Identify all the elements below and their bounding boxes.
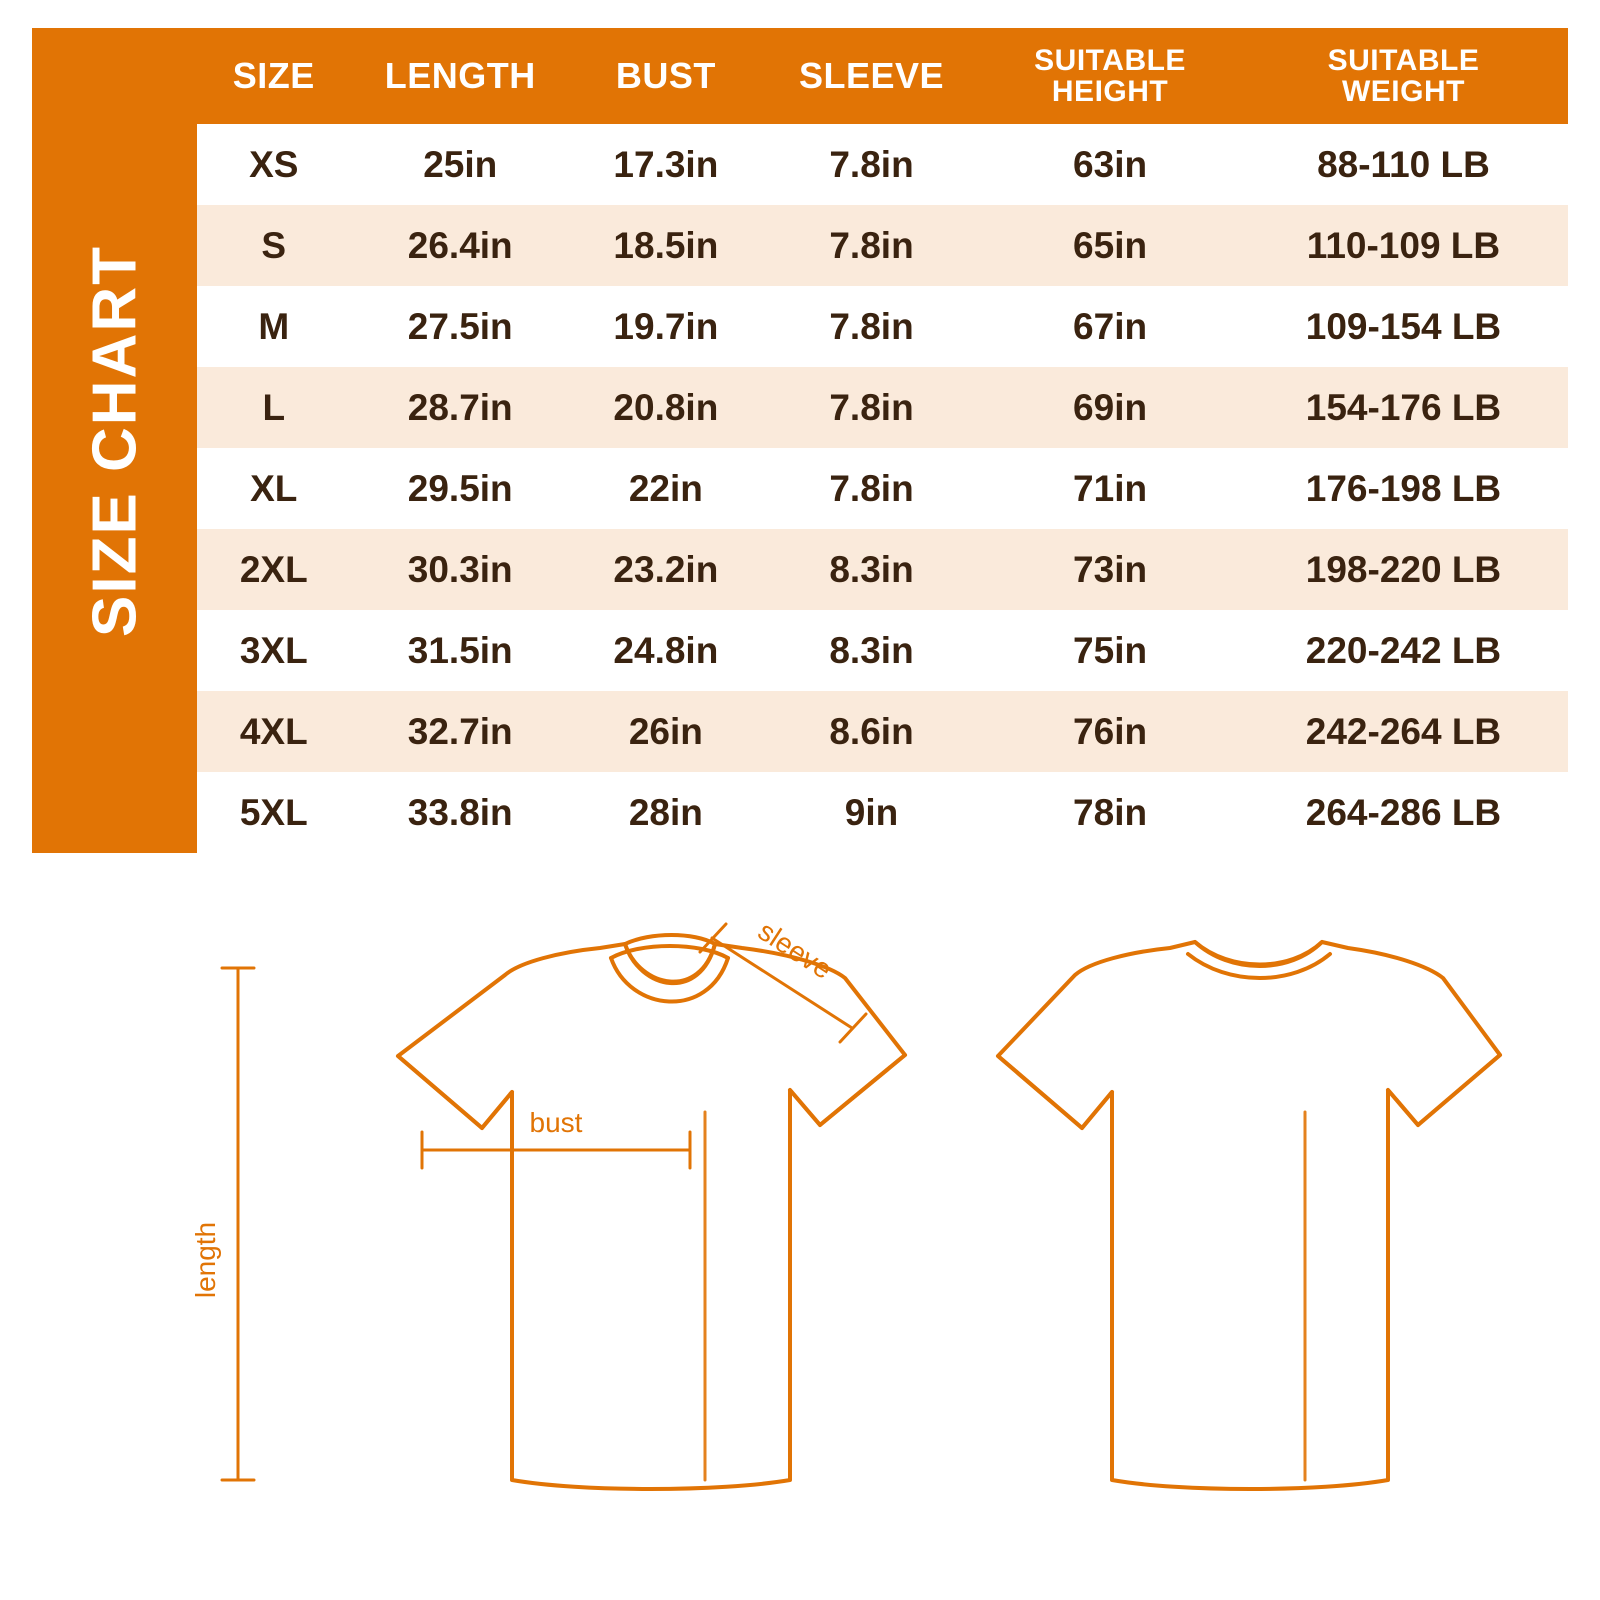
column-header-length-label: LENGTH [384,55,536,97]
cell-bust: 28in [570,772,762,853]
cell-bust: 17.3in [570,124,762,205]
cell-size: 5XL [197,772,351,853]
cell-suitable-height: 78in [981,772,1239,853]
cell-bust: 23.2in [570,529,762,610]
cell-suitable-weight: 88-110 LB [1239,124,1568,205]
table-row [197,610,1568,691]
cell-sleeve: 7.8in [762,286,981,367]
column-header-suitable-weight-line1: SUITABLE [1327,43,1480,77]
cell-bust: 19.7in [570,286,762,367]
page-title: SIZE CHART [80,244,149,637]
cell-suitable-weight: 110-109 LB [1239,205,1568,286]
column-header-bust [570,28,762,124]
column-header-suitable-height-line1: SUITABLE [1034,43,1186,77]
cell-suitable-height: 67in [981,286,1239,367]
table-row [197,448,1568,529]
tshirt-back-icon [998,942,1500,1489]
cell-sleeve: 7.8in [762,367,981,448]
size-chart-table [197,28,1568,853]
size-chart-block [32,28,1568,853]
column-header-suitable-height [981,28,1239,124]
length-dimension [222,968,254,1480]
cell-suitable-weight: 109-154 LB [1239,286,1568,367]
cell-length: 28.7in [351,367,570,448]
cell-suitable-weight: 198-220 LB [1239,529,1568,610]
table-header [197,28,1568,124]
table-row [197,772,1568,853]
cell-suitable-weight: 176-198 LB [1239,448,1568,529]
table-body [197,124,1568,853]
cell-length: 30.3in [351,529,570,610]
table-row [197,124,1568,205]
table-row [197,367,1568,448]
cell-size: XL [197,448,351,529]
cell-length: 29.5in [351,448,570,529]
cell-sleeve: 8.3in [762,610,981,691]
cell-suitable-weight: 242-264 LB [1239,691,1568,772]
cell-bust: 18.5in [570,205,762,286]
column-header-sleeve [762,28,981,124]
column-header-bust-label: BUST [615,55,716,97]
cell-length: 33.8in [351,772,570,853]
cell-length: 26.4in [351,205,570,286]
cell-size: 4XL [197,691,351,772]
tshirt-front-icon [398,935,905,1489]
column-header-size [197,28,351,124]
cell-sleeve: 8.3in [762,529,981,610]
header-row [197,28,1568,124]
column-header-suitable-weight-line2: WEIGHT [1341,75,1465,108]
cell-size: M [197,286,351,367]
cell-size: 3XL [197,610,351,691]
cell-sleeve: 7.8in [762,205,981,286]
column-header-sleeve-label: SLEEVE [798,55,945,97]
cell-length: 31.5in [351,610,570,691]
table-row [197,529,1568,610]
cell-bust: 22in [570,448,762,529]
cell-size: XS [197,124,351,205]
size-chart-table-wrapper [197,28,1568,853]
measurement-illustration [0,880,1600,1580]
cell-suitable-height: 69in [981,367,1239,448]
length-label: length [190,1221,221,1299]
cell-sleeve: 7.8in [762,124,981,205]
cell-suitable-height: 76in [981,691,1239,772]
table-row [197,691,1568,772]
cell-length: 27.5in [351,286,570,367]
cell-suitable-height: 71in [981,448,1239,529]
table-row [197,286,1568,367]
cell-suitable-height: 73in [981,529,1239,610]
cell-suitable-weight: 220-242 LB [1239,610,1568,691]
size-chart-title-column [32,28,197,853]
cell-length: 25in [351,124,570,205]
cell-size: 2XL [197,529,351,610]
cell-suitable-height: 63in [981,124,1239,205]
cell-bust: 24.8in [570,610,762,691]
cell-size: L [197,367,351,448]
cell-sleeve: 8.6in [762,691,981,772]
column-header-suitable-weight [1239,28,1568,124]
column-header-suitable-height-line2: HEIGHT [1051,75,1169,108]
cell-sleeve: 9in [762,772,981,853]
table-row [197,205,1568,286]
cell-suitable-height: 75in [981,610,1239,691]
cell-sleeve: 7.8in [762,448,981,529]
column-header-length [351,28,570,124]
cell-suitable-weight: 264-286 LB [1239,772,1568,853]
cell-suitable-weight: 154-176 LB [1239,367,1568,448]
cell-size: S [197,205,351,286]
sleeve-label: sleeve [752,914,838,986]
cell-bust: 26in [570,691,762,772]
bust-label: bust [529,1107,583,1138]
cell-bust: 20.8in [570,367,762,448]
cell-length: 32.7in [351,691,570,772]
cell-suitable-height: 65in [981,205,1239,286]
column-header-size-label: SIZE [232,55,315,97]
